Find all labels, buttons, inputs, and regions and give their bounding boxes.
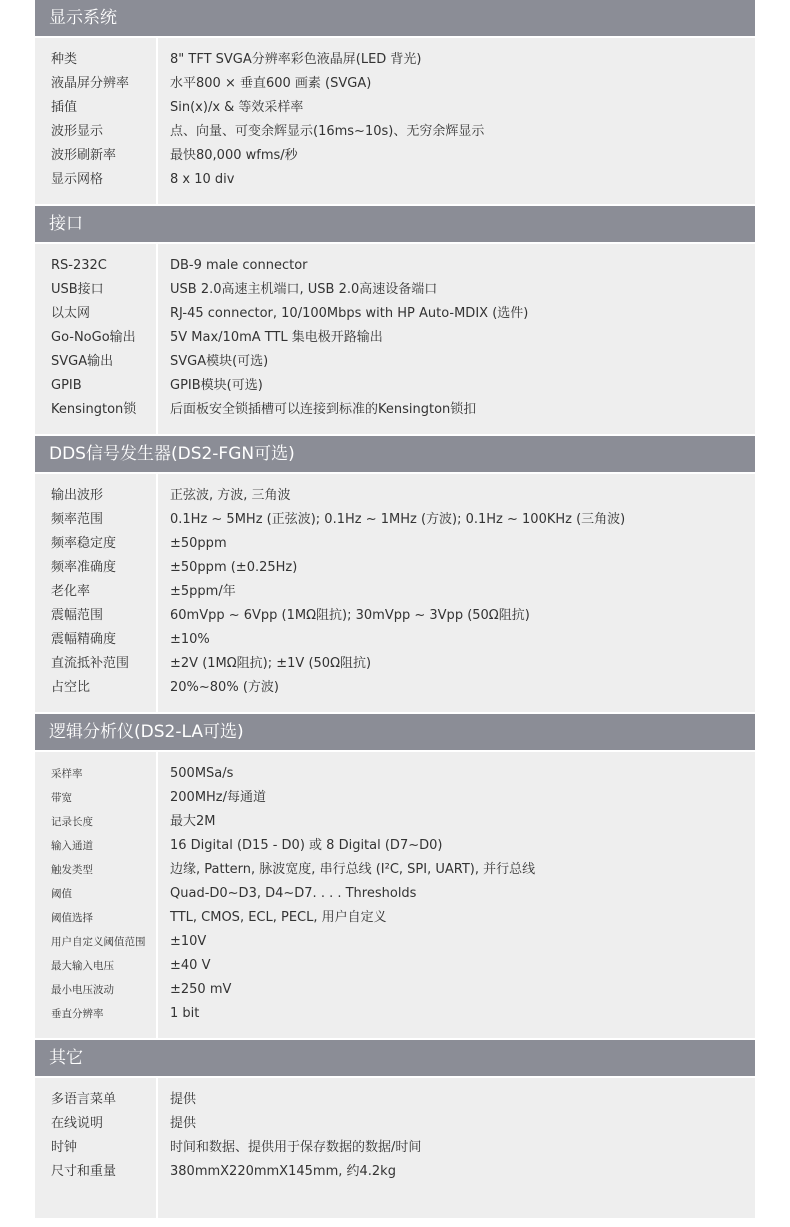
spec-section: [35, 714, 755, 1038]
spec-label: 震幅精确度: [51, 632, 117, 647]
spec-section: [35, 206, 755, 434]
spec-label-column: [35, 1078, 158, 1218]
spec-label: 时钟: [51, 1140, 78, 1155]
spec-label: 最大输入电压: [51, 960, 114, 972]
spec-label-column: [35, 244, 158, 434]
spec-label: 直流抵补范围: [51, 656, 130, 671]
spec-value: Sin(x)/x & 等效采样率: [170, 100, 304, 115]
spec-value: ±40 V: [170, 958, 211, 973]
spec-label: Go-NoGo输出: [51, 330, 136, 345]
spec-label: 垂直分辨率: [51, 1008, 104, 1020]
spec-value: Quad-D0~D3, D4~D7. . . . Thresholds: [170, 886, 417, 901]
spec-section: [35, 436, 755, 712]
section-title: 逻辑分析仪(DS2-LA可选): [35, 714, 755, 752]
spec-section: [35, 0, 755, 204]
section-title: 显示系统: [35, 0, 755, 38]
spec-value: 20%~80% (方波): [170, 680, 279, 695]
spec-label: 波形刷新率: [51, 148, 117, 163]
spec-label: 液晶屏分辨率: [51, 76, 130, 91]
spec-value: GPIB模块(可选): [170, 378, 263, 393]
spec-label: 触发类型: [51, 864, 93, 876]
spec-label: 尺寸和重量: [51, 1164, 117, 1179]
spec-value: 水平800 × 垂直600 画素 (SVGA): [170, 76, 372, 91]
spec-value: ±5ppm/年: [170, 584, 236, 599]
spec-label: SVGA输出: [51, 354, 114, 369]
spec-value: USB 2.0高速主机端口, USB 2.0高速设备端口: [170, 282, 438, 297]
spec-value-column: [158, 244, 755, 434]
spec-value: 时间和数据、提供用于保存数据的数据/时间: [170, 1140, 422, 1155]
spec-value: 380mmX220mmX145mm, 约4.2kg: [170, 1164, 396, 1179]
spec-value: 提供: [170, 1092, 197, 1107]
spec-section: [35, 1040, 755, 1218]
section-table: [35, 474, 755, 712]
spec-label: 最小电压波动: [51, 984, 114, 996]
spec-label: 采样率: [51, 768, 83, 780]
spec-label: 用户自定义阈值范围: [51, 936, 146, 948]
spec-value: ±50ppm (±0.25Hz): [170, 560, 298, 575]
spec-sheet: [35, 0, 755, 1220]
spec-value: 16 Digital (D15 - D0) 或 8 Digital (D7~D0): [170, 838, 443, 853]
spec-value-column: [158, 38, 755, 204]
spec-value: ±10V: [170, 934, 207, 949]
spec-label: 在线说明: [51, 1116, 104, 1131]
spec-label: 带宽: [51, 792, 72, 804]
spec-value: ±2V (1MΩ阻抗); ±1V (50Ω阻抗): [170, 656, 372, 671]
section-title: 其它: [35, 1040, 755, 1078]
section-title: DDS信号发生器(DS2-FGN可选): [35, 436, 755, 474]
spec-label-column: [35, 474, 158, 712]
spec-value: RJ-45 connector, 10/100Mbps with HP Auto-MDIX (选件): [170, 306, 529, 321]
spec-value: 后面板安全锁插槽可以连接到标准的Kensington锁扣: [170, 402, 477, 417]
spec-label: 多语言菜单: [51, 1092, 117, 1107]
spec-label: 波形显示: [51, 124, 104, 139]
spec-label: 输出波形: [51, 488, 104, 503]
spec-label: 记录长度: [51, 816, 93, 828]
spec-label: 老化率: [51, 584, 91, 599]
section-title: 接口: [35, 206, 755, 244]
spec-value: 0.1Hz ~ 5MHz (正弦波); 0.1Hz ~ 1MHz (方波); 0.1Hz ~ 100KHz (三角波): [170, 512, 626, 527]
spec-label: RS-232C: [51, 258, 107, 273]
spec-value: 500MSa/s: [170, 766, 234, 781]
spec-value-column: [158, 752, 755, 1038]
spec-label: GPIB: [51, 378, 82, 393]
spec-value: TTL, CMOS, ECL, PECL, 用户自定义: [170, 910, 387, 925]
spec-value: 60mVpp ~ 6Vpp (1MΩ阻抗); 30mVpp ~ 3Vpp (50Ω阻抗): [170, 608, 530, 623]
section-table: [35, 1078, 755, 1218]
spec-value: 边缘, Pattern, 脉波宽度, 串行总线 (I²C, SPI, UART), 并行总线: [170, 862, 536, 877]
spec-value-column: [158, 1078, 755, 1218]
spec-value: 最大2M: [170, 814, 216, 829]
spec-value: ±50ppm: [170, 536, 227, 551]
spec-label: 插值: [51, 100, 78, 115]
spec-label: 阈值: [51, 888, 72, 900]
spec-value: DB-9 male connector: [170, 258, 308, 273]
spec-label: 频率稳定度: [51, 536, 117, 551]
spec-label: 种类: [51, 52, 78, 67]
spec-value: 200MHz/每通道: [170, 790, 267, 805]
spec-value: 8" TFT SVGA分辨率彩色液晶屏(LED 背光): [170, 52, 422, 67]
spec-label: 阈值选择: [51, 912, 93, 924]
section-table: [35, 752, 755, 1038]
spec-label-column: [35, 752, 158, 1038]
spec-value: 8 x 10 div: [170, 172, 235, 187]
spec-label: 显示网格: [51, 172, 104, 187]
spec-label: 频率范围: [51, 512, 104, 527]
spec-value: 点、向量、可变余辉显示(16ms~10s)、无穷余辉显示: [170, 124, 485, 139]
spec-value: ±250 mV: [170, 982, 232, 997]
spec-value: 5V Max/10mA TTL 集电极开路输出: [170, 330, 383, 345]
spec-value: SVGA模块(可选): [170, 354, 269, 369]
spec-value: 正弦波, 方波, 三角波: [170, 488, 291, 503]
spec-label: 震幅范围: [51, 608, 104, 623]
spec-value: 最快80,000 wfms/秒: [170, 148, 298, 163]
spec-value: 1 bit: [170, 1006, 200, 1021]
spec-label: USB接口: [51, 282, 104, 297]
spec-label: 频率准确度: [51, 560, 117, 575]
spec-value: ±10%: [170, 632, 210, 647]
section-table: [35, 38, 755, 204]
spec-value-column: [158, 474, 755, 712]
spec-label: 占空比: [51, 680, 91, 695]
spec-value: 提供: [170, 1116, 197, 1131]
spec-label: Kensington锁: [51, 402, 137, 417]
spec-label: 输入通道: [51, 840, 93, 852]
spec-label-column: [35, 38, 158, 204]
section-table: [35, 244, 755, 434]
spec-label: 以太网: [51, 306, 91, 321]
